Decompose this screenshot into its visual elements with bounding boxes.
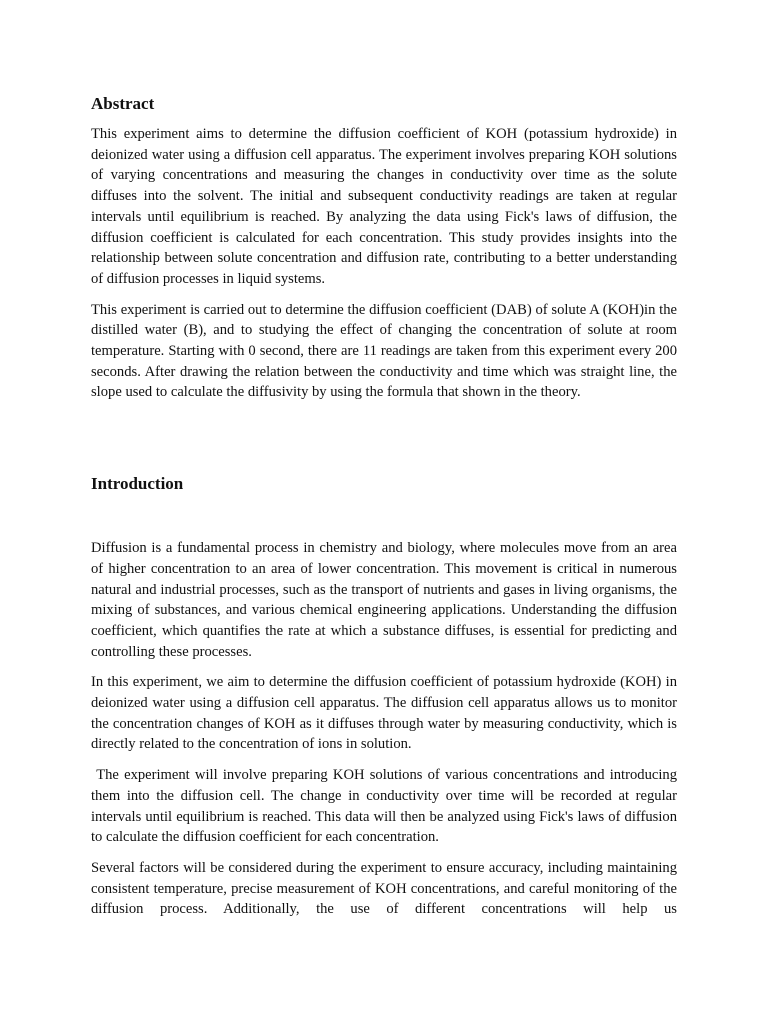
abstract-paragraph: This experiment is carried out to determine the diffusion coefficient (DAB) of solute A (KOH)in the distilled water (B), and to studying the effect of changing the concentration of solute at room temperature. Starting with 0 second, there are 11 readings are taken from this experiment every 200 seconds. After drawing the relation between the conductivity and time which was straight line, the slope used to calculate the diffusivity by using the formula that shown in the theory. [91,301,677,401]
abstract-paragraph: This experiment aims to determine the diffusion coefficient of KOH (potassium hydroxide) in deionized water using a diffusion cell apparatus. The experiment involves preparing KOH solutions of varying concentrations and measuring the changes in conductivity over time as the solute diffuses into the solvent. The initial and subsequent conductivity readings are taken at regular intervals until equilibrium is reached. By analyzing the data using Fick's laws of diffusion, the diffusion coefficient is calculated for each concentration. This study provides insights into the relationship between solute concentration and diffusion rate, contributing to a better understanding of diffusion processes in liquid systems. [91,126,677,287]
document-body [91,90,681,920]
introduction-paragraph: Diffusion is a fundamental process in chemistry and biology, where molecules move from an area of higher concentration to an area of lower concentration. This movement is critical in numerous natural and industrial processes, such as the transport of nutrients and gases in living organisms, the mixing of substances, and various chemical engineering applications. Understanding the diffusion coefficient, which quantifies the rate at which a substance diffuses, is essential for predicting and controlling these processes. [91,540,677,660]
introduction-heading: Introduction [91,474,184,494]
abstract-heading: Abstract [91,94,155,113]
introduction-paragraph: In this experiment, we aim to determine the diffusion coefficient of potassium hydroxide (KOH) in deionized water using a diffusion cell apparatus. The diffusion cell apparatus allows us to monitor the concentration changes of KOH as it diffuses through water by measuring conductivity, which is directly related to the concentration of ions in solution. [91,674,677,753]
introduction-paragraph: Several factors will be considered during the experiment to ensure accuracy, including maintaining consistent temperature, precise measurement of KOH concentrations, and careful monitoring of the diffusion process. Additionally, the use of different concentrations will help us [91,859,677,918]
introduction-paragraph: The experiment will involve preparing KOH solutions of various concentrations and introducing them into the diffusion cell. The change in conductivity over time will be recorded at regular intervals until equilibrium is reached. This data will then be analyzed using Fick's laws of diffusion to calculate the diffusion coefficient for each concentration. [91,767,681,846]
